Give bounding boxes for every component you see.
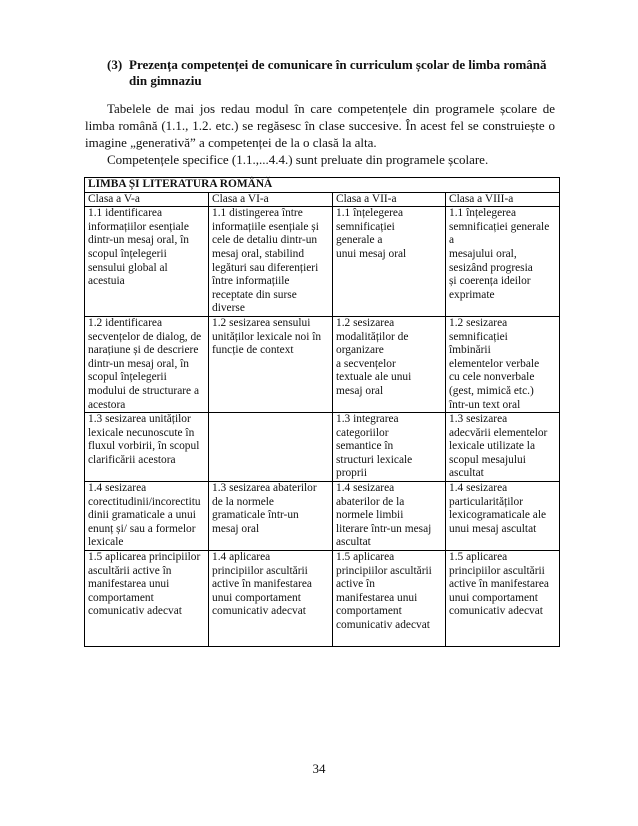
column-header: Clasa a VIII-a <box>446 192 560 207</box>
table-cell: 1.4 sesizarea particularităților lexicogramaticale ale unui mesaj ascultat <box>446 482 560 551</box>
page-number: 34 <box>312 761 326 776</box>
table-row <box>85 551 560 647</box>
table-title-row <box>85 178 560 193</box>
intro-paragraph <box>85 100 555 151</box>
table-cell: 1.1 identificarea informațiilor esențiale dintr-un mesaj oral, în scopul înțelegerii sensului global al acestuia <box>85 207 209 317</box>
table-cell: 1.3 sesizarea abaterilor de la normele gramaticale într-un mesaj oral <box>209 482 333 551</box>
table-cell: 1.1 înțelegerea semnificației generale a mesajului oral, sesizând progresia și coerența ideilor exprimate <box>446 207 560 317</box>
table-title: LIMBA ȘI LITERATURA ROMÂNĂ <box>85 178 560 193</box>
section-number: (3) <box>107 57 123 72</box>
table-cell: 1.5 aplicarea principiilor ascultării active în manifestarea unui comportament comunicativ adecvat <box>446 551 560 647</box>
table-cell: 1.5 aplicarea principiilor ascultării active în manifestarea unui comportament comunicativ adecvat <box>333 551 446 647</box>
table-cell: 1.5 aplicarea principiilor ascultării active în manifestarea unui comportament comunicativ adecvat <box>85 551 209 647</box>
table-cell: 1.4 aplicarea principiilor ascultării active în manifestarea unui comportament comunicativ adecvat <box>209 551 333 647</box>
column-header: Clasa a VI-a <box>209 192 333 207</box>
table-row <box>85 207 560 317</box>
table-cell: 1.1 înțelegerea semnificației generale a unui mesaj oral <box>333 207 446 317</box>
table-row <box>85 482 560 551</box>
table-header-row <box>85 192 560 207</box>
competencies-table <box>84 177 560 647</box>
table-cell: 1.4 sesizarea abaterilor de la normele limbii literare într-un mesaj ascultat <box>333 482 446 551</box>
table-cell <box>209 413 333 482</box>
table-cell: 1.2 identificarea secvențelor de dialog, de narațiune și de descriere dintr-un mesaj oral, în scopul înțelegerii modului de structurare a acestora <box>85 316 209 412</box>
table-cell: 1.3 sesizarea unităților lexicale necunoscute în fluxul vorbirii, în scopul clarificării acestora <box>85 413 209 482</box>
intro-text: Tabelele de mai jos redau modul în care competențele din programele școlare de limba română (1.1., 1.2. etc.) se regăsesc în clase succesive. În acest fel se construiește o imagine „generativă” a competenței de la o clasă la alta. <box>85 101 555 150</box>
note-paragraph: Competențele specifice (1.1.,...4.4.) sunt preluate din programele școlare. <box>107 152 489 167</box>
table-cell: 1.1 distingerea între informațiile esențiale și cele de detaliu dintr-un mesaj oral, stabilind legături sau diferențieri între informațiile receptate din surse diverse <box>209 207 333 317</box>
section-heading <box>107 57 547 89</box>
table-cell: 1.3 sesizarea adecvării elementelor lexicale utilizate la scopul mesajului ascultat <box>446 413 560 482</box>
section-title: Prezența competenței de comunicare în curriculum școlar de limba română din gimnaziu <box>129 57 547 88</box>
table-cell: 1.2 sesizarea semnificației îmbinării elementelor verbale cu cele nonverbale (gest, mimică etc.) într-un text oral <box>446 316 560 412</box>
column-header: Clasa a VII-a <box>333 192 446 207</box>
column-header: Clasa a V-a <box>85 192 209 207</box>
table-cell: 1.2 sesizarea modalităților de organizare a secvențelor textuale ale unui mesaj oral <box>333 316 446 412</box>
table-row <box>85 316 560 412</box>
table-cell: 1.2 sesizarea sensului unităților lexicale noi în funcție de context <box>209 316 333 412</box>
table-cell: 1.4 sesizarea corectitudinii/incorectitu dinii gramaticale a unui enunț și/ sau a formelor lexicale <box>85 482 209 551</box>
table-row <box>85 413 560 482</box>
table-cell: 1.3 integrarea categoriilor semantice în structuri lexicale proprii <box>333 413 446 482</box>
